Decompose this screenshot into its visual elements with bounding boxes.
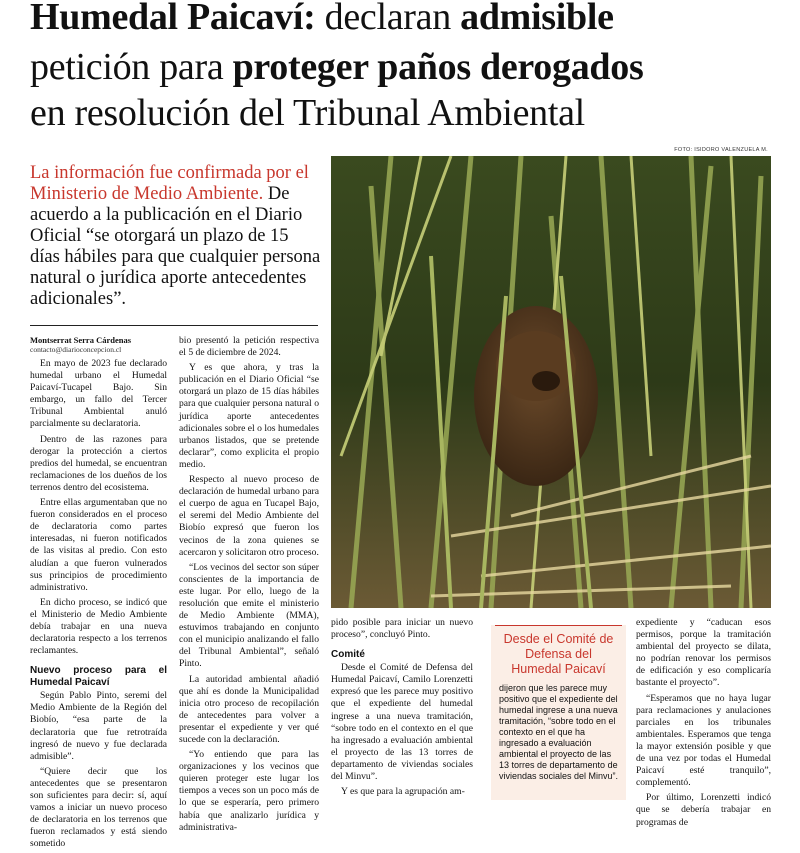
paragraph: “Esperamos que no haya lugar para reclamaciones y anulaciones parciales en los tribunales ambientales. Esperamos que tenga la mayor extensión posible y que de una vez por todas el Humedal Paicaví esté tranquilo”, complementó.	[636, 692, 771, 789]
article-column-1	[30, 335, 167, 853]
lead-divider	[30, 325, 318, 326]
paragraph: Respecto al nuevo proceso de declaración de humedal urbano para el cuerpo de agua en Tucapel Bajo, el seremi del Medio Ambiente del Biobío expresó que fueron los vecinos de la zona quienes se acercaron y solicitaron otro proceso.	[179, 474, 319, 558]
paragraph: “Los vecinos del sector son súper conscientes de la importancia de este lugar. Por ello, luego de la resolución que emite el ministerio de Medio Ambiente (MMA), estuvimos trabajando en conjunto con el municipio analizando el fallo del Tribunal Ambiental”, señaló Pinto.	[179, 561, 319, 670]
paragraph: En dicho proceso, se indicó que el Ministerio de Medio Ambiente debía trabajar en una nueva declaratoria respecto a los terrenos reclamantes.	[30, 596, 167, 657]
lead-text: De acuerdo a la publicación en el Diario Oficial “se otorgará un plazo de 15 días hábiles para que cualquier persona natural o jurídica aporte antecedentes adicionales”.	[30, 184, 321, 309]
paragraph: Entre ellas argumentaban que no fueron considerados en el proceso de declaratoria como partes interesadas, ni fueron notificados de las visitas al predio. Con esto aludían a que fueron vulnerados sus principios de procedimiento administrativo.	[30, 497, 167, 593]
paragraph: Según Pablo Pinto, seremi del Medio Ambiente de la Región del Biobío, “esa parte de la declaratoria que fue retrotraída ingresó de nuevo y fue declarada admisible”.	[30, 690, 167, 762]
callout-body: dijeron que les parece muy positivo que el expediente del humedal ingrese a una nueva tramitación, “sobre todo en el contexto en el que ha ingresado a evaluación ambiental el proyecto de las 13 torres de departamento de viviendas sociales del Minvu”.	[499, 683, 619, 781]
headline-line-3	[30, 90, 585, 136]
paragraph: pido posible para iniciar un nuevo proceso”, concluyó Pinto.	[331, 617, 473, 641]
paragraph: En mayo de 2023 fue declarado humedal urbano el Humedal Paicaví-Tucapel Bajo. Sin embargo, un fallo del Tercer Tribunal Ambiental anuló parcialmente su declaratoria.	[30, 358, 167, 430]
paragraph: Desde el Comité de Defensa del Humedal Paicaví, Camilo Lorenzetti expresó que les parece muy positivo que el expediente del humedal ingrese a una nueva tramitación, “sobre todo en el contexto en el que ha ingresado a evaluación ambiental el proyecto de las 13 torres de departamento de viviendas sociales del Minvu”.	[331, 662, 473, 783]
reeds-nutria-illustration	[331, 156, 771, 608]
headline-regular-2: petición para	[30, 46, 233, 88]
article-column-2	[179, 335, 319, 837]
headline-line-2	[30, 44, 643, 90]
paragraph: bio presentó la petición respectiva el 5 de diciembre de 2024.	[179, 335, 319, 359]
callout-box	[491, 625, 626, 800]
subheading: Comité	[331, 649, 365, 661]
paragraph: Y es que ahora, y tras la publicación en el Diario Oficial “se otorgará un plazo de 15 días hábiles para que cualquier persona natural o jurídica aporte antecedentes adicionales sobre el o los humedales urbanos listados, que se pretende declarar”, como explicita el propio medio.	[179, 362, 319, 470]
headline-regular: declaran	[315, 0, 461, 38]
paragraph: Y es que para la agrupación am-	[341, 786, 465, 798]
headline-bold-2: proteger paños derogados	[232, 46, 644, 88]
paragraph: “Quiere decir que los antecedentes que se presentaron son suficientes para decir: sí, aquí vamos a iniciar un nuevo proceso de declaratoria en los terrenos que fueron reclamados y está siendo sometido	[30, 765, 167, 850]
article-photo	[331, 156, 771, 608]
headline-regular-3: en resolución del Tribunal Ambiental	[30, 92, 585, 134]
lead-paragraph	[30, 163, 322, 310]
paragraph: La autoridad ambiental añadió que ahí es donde la Municipalidad inicia otro proceso de recopilación de antecedentes para volver a presentar el expediente y ver qué sucede con la declaración.	[179, 673, 319, 745]
paragraph: Dentro de las razones para derogar la protección a ciertos predios del humedal, se encuentran reclamaciones de los dueños de los terrenos dentro del ecosistema.	[30, 433, 167, 493]
paragraph: “Yo entiendo que para las organizaciones y los vecinos que quieren proteger este lugar los tiempos a veces son un poco más de lo que se esperaría, pero primero había que analizarlo jurídica y administrativa-	[179, 749, 319, 833]
article-column-4	[636, 617, 771, 832]
headline-bold-place: Humedal Paicaví:	[30, 0, 316, 38]
lead-highlight: La información fue confirmada por el Ministerio de Medio Ambiente.	[30, 163, 309, 204]
headline-bold-admisible: admisible	[460, 0, 614, 38]
paragraph: expediente y “caducan esos permisos, porque la tramitación ambiental del proyecto se dilata, no podrían renovar los permisos de edificación y eso complicaría bastante el proyecto”.	[636, 617, 771, 689]
article-column-3	[331, 617, 473, 801]
headline-line-1	[30, 0, 614, 40]
byline-author: Montserrat Serra Cárdenas	[30, 335, 132, 345]
photo-credit: FOTO: ISIDORO VALENZUELA M.	[674, 147, 768, 153]
subheading: Nuevo proceso para el Humedal Paicaví	[30, 665, 167, 689]
paragraph: Por último, Lorenzetti indicó que se debería trabajar en programas de	[636, 792, 771, 828]
byline-contact: contacto@diarioconcepcion.cl	[30, 345, 122, 354]
callout-title: Desde el Comité de Defensa del Humedal Paicaví	[495, 625, 622, 677]
